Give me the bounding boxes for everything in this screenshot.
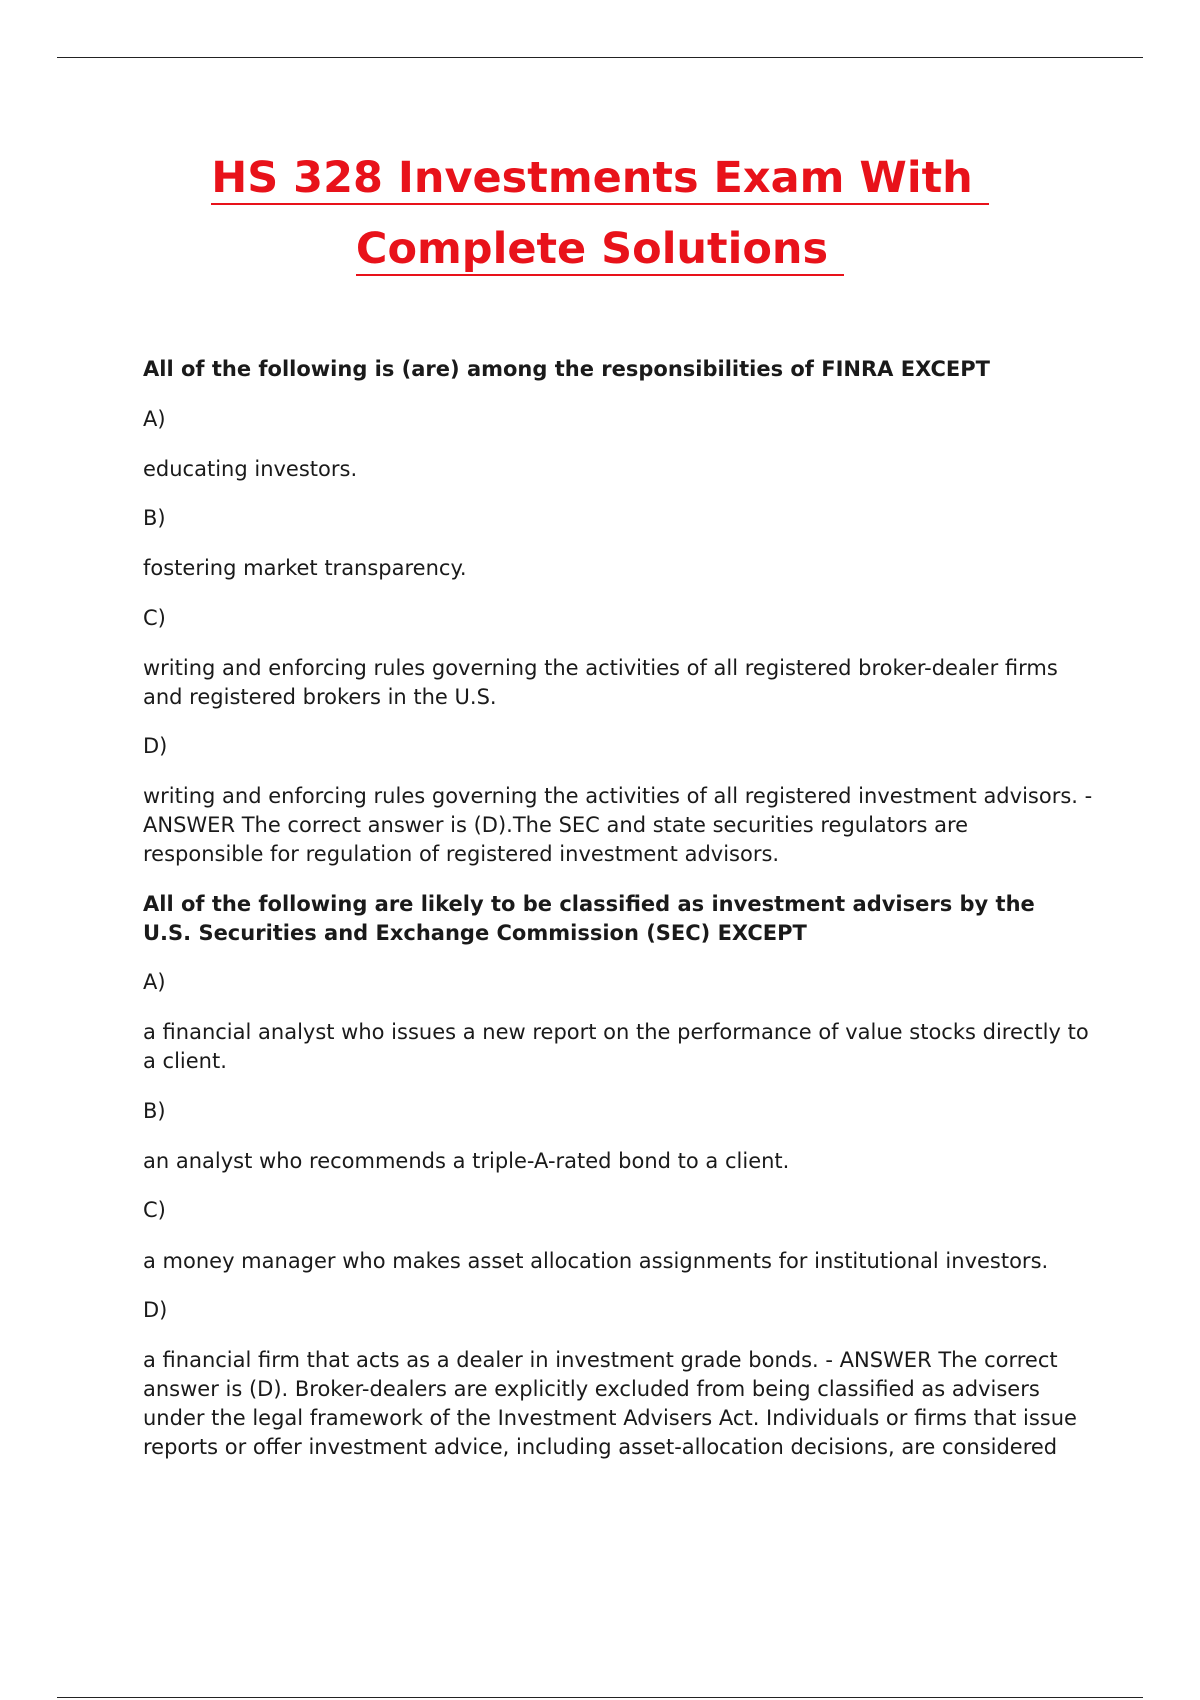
q1-option-c-text: writing and enforcing rules governing the activities of all registered broker-dealer firms and registered brokers in the U.S. [143,656,1058,709]
q1-option-a-text: educating investors. [143,457,358,481]
question-1-text: All of the following is (are) among the responsibilities of FINRA EXCEPT [143,357,990,381]
document-title-line-1 [0,153,1200,205]
q2-option-b-text: an analyst who recommends a triple-A-rated bond to a client. [143,1149,790,1173]
top-rule [57,57,1143,58]
question-2-text: All of the following are likely to be classified as investment advisers by the U.S. Securities and Exchange Commission (SEC) EXCEPT [143,892,1035,945]
bottom-rule [57,1697,1143,1698]
q1-option-d-label: D) [143,734,168,758]
q1-option-b-label: B) [143,506,166,530]
q2-option-c-label: C) [143,1198,166,1222]
document-title-line-2 [0,224,1200,276]
q1-option-a-label: A) [143,407,166,431]
q2-option-d-text: a financial firm that acts as a dealer in investment grade bonds. - ANSWER The correct answer is (D). Broker-dealers are explicitly excluded from being classified as advisers under the legal framework of the Investment Advisers Act. Individuals or firms that issue reports or offer investment advice, including asset-allocation decisions, are considered [143,1348,1077,1459]
q2-option-a-text: a financial analyst who issues a new report on the performance of value stocks directly to a client. [143,1020,1089,1073]
q1-option-c-label: C) [143,606,166,630]
title-text-1: HS 328 Investments Exam With [211,155,989,205]
title-text-2: Complete Solutions [356,226,844,276]
q2-option-a-label: A) [143,970,166,994]
q1-option-b-text: fostering market transparency. [143,556,467,580]
q2-option-d-label: D) [143,1298,168,1322]
q2-option-c-text: a money manager who makes asset allocation assignments for institutional investors. [143,1249,1049,1273]
q2-option-b-label: B) [143,1099,166,1123]
q1-option-d-text: writing and enforcing rules governing the activities of all registered investment advisors. - ANSWER The correct answer is (D).The SEC and state securities regulators are responsible for regulation of registered investment advisors. [143,784,1093,866]
